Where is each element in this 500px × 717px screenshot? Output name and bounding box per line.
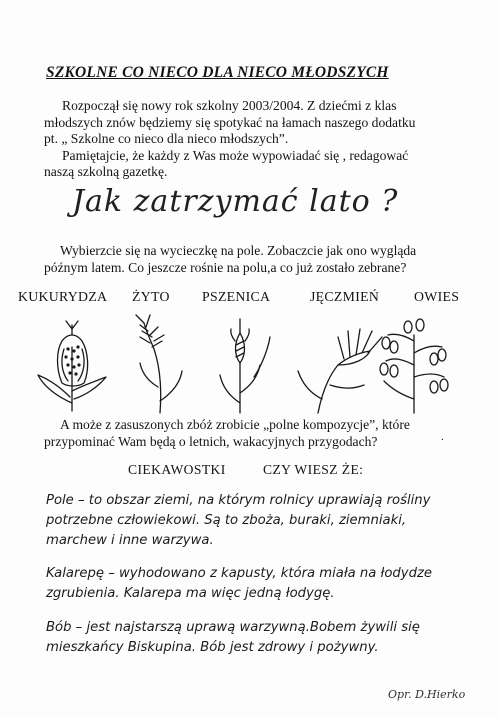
intro-line-4: Pamiętajcie, że każdy z Was może wypowiadać się , redagować [62,147,409,163]
fact-field-line-1: Pole – to obszar ziemi, na którym rolnicy uprawiają rośliny [46,493,431,508]
intro-line-2: młodszych znów będziemy się spotykać na łamach naszego dodatku [44,114,416,130]
rye-drawing-icon [136,315,182,413]
fact-field-line-3: marchew i inne warzywa. [46,533,214,548]
fact-field-line-2: potrzebne człowiekowi. Są to zboża, buraki, ziemniaki, [46,513,407,528]
fact-field [46,491,466,551]
trip-line-2: późnym latem. Co jeszcze rośnie na polu,a co już zostało zebrane? [44,259,407,275]
oats-drawing-icon [380,319,448,413]
grain-label-wheat: PSZENICA [202,289,271,304]
corn-drawing-icon [38,321,106,411]
handwritten-heading: Jak zatrzymać lato ? [72,184,399,219]
trip-paragraph [44,243,464,276]
fact-kohlrabi-line-1: Kalarepę – wyhodowano z kapusty, która miała na łodydze [46,566,432,581]
grain-drawings [32,307,452,419]
did-you-know-header: CZY WIESZ ŻE: [263,462,364,477]
compositions-paragraph [44,417,474,450]
fact-bean-line-1: Bób – jest najstarszą uprawą warzywną.Bobem żywili się [46,620,420,635]
fact-bean [46,618,466,658]
author-signature: Opr. D.Hierko [388,688,466,701]
intro-paragraph [44,98,464,181]
intro-line-3: pt. „ Szkolne co nieco dla nieco młodszych”. [44,131,289,147]
compositions-line-1: A może z zasuszonych zbóż zrobicie „polne kompozycje”, które [60,417,410,432]
grain-label-oats: OWIES [414,289,460,304]
wheat-drawing-icon [220,319,270,413]
fact-bean-line-2: mieszkańcy Biskupina. Bób jest zdrowy i pożywny. [46,640,379,655]
grain-label-barley: JĘCZMIEŃ [310,289,380,304]
page-title: SZKOLNE CO NIECO DLA NIECO MŁODSZYCH [46,64,389,81]
trip-line-1: Wybierzcie się na wycieczkę na pole. Zobaczcie jak ono wygląda [60,243,417,258]
intro-line-1: Rozpoczął się nowy rok szkolny 2003/2004. Z dziećmi z klas [62,98,397,113]
grain-label-corn: KUKURYDZA [18,289,108,304]
compositions-line-2: przypominać Wam będą o letnich, wakacyjnych przygodach? [44,433,378,449]
fact-kohlrabi [46,564,466,604]
intro-line-5: naszą szkolną gazetkę. [44,164,168,180]
fact-kohlrabi-line-2: zgrubienia. Kalarepa ma więc jedną łodygę. [46,586,335,601]
grain-label-rye: ŻYTO [132,289,170,304]
barley-drawing-icon [298,329,382,413]
curiosities-header: CIEKAWOSTKI [128,462,226,477]
margin-mark: . [441,431,444,443]
